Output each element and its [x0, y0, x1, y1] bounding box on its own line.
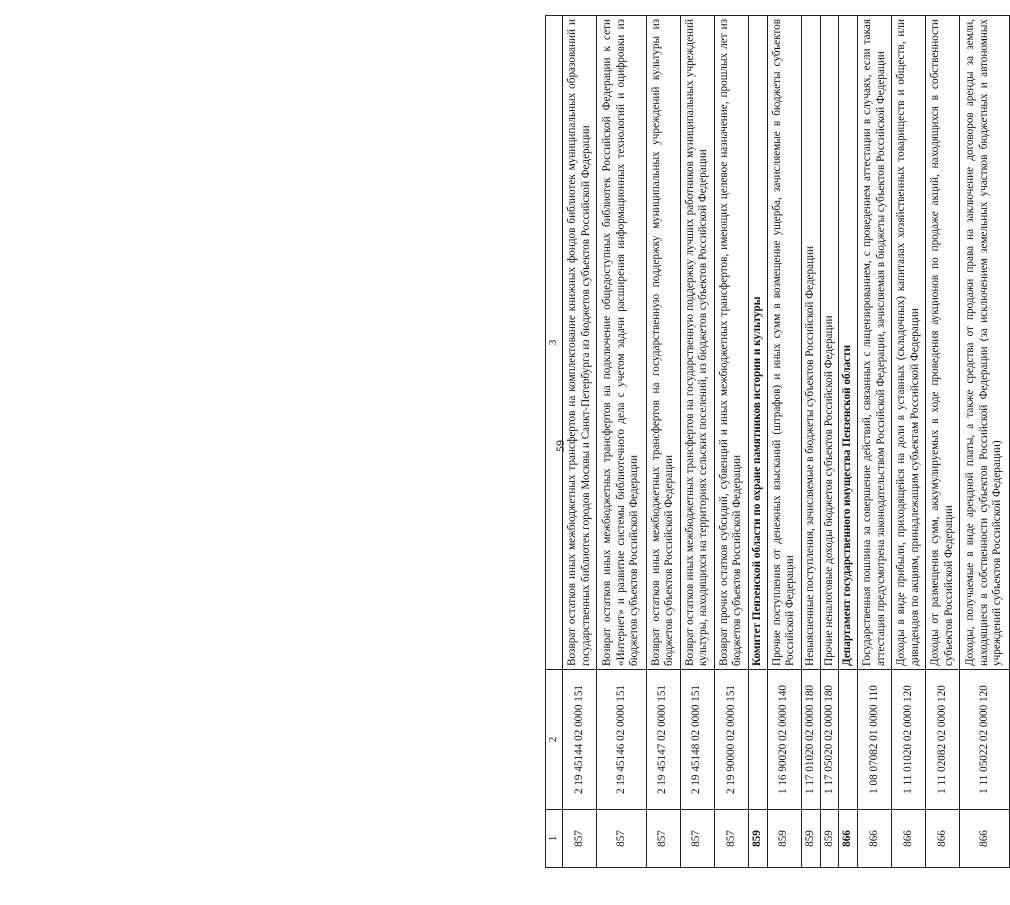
cell-revenue-code: 1 17 01020 02 0000 180	[801, 670, 820, 810]
cell-description: Возврат остатков иных межбюджетных трансфертов на государственную поддержку муниципальных учреждений культуры из бюджетов субъектов Российской Федерации	[646, 16, 680, 670]
cell-revenue-code: 2 19 90000 02 0000 151	[714, 670, 748, 810]
cell-admin-code: 859	[801, 810, 820, 868]
table-row	[714, 16, 748, 868]
cell-description: Возврат прочих остатков субсидий, субвенций и иных межбюджетных трансфертов, имеющих целевое назначение, прошлых лет из бюджетов субъектов Российской Федерации	[714, 16, 748, 670]
cell-admin-code: 857	[680, 810, 714, 868]
table-row	[748, 16, 767, 868]
cell-revenue-code: 2 19 45144 02 0000 151	[563, 670, 597, 810]
cell-description: Департамент государственного имущества Пензенской области	[839, 16, 858, 670]
table-row	[801, 16, 820, 868]
cell-description: Прочие поступления от денежных взысканий (штрафов) и иных сумм в возмещение ущерба, зачисляемые в бюджеты субъектов Российской Федерации	[767, 16, 801, 670]
cell-admin-code: 866	[926, 810, 960, 868]
header-col-3: 3	[546, 16, 563, 670]
cell-revenue-code: 2 19 45147 02 0000 151	[646, 670, 680, 810]
rotated-table-wrapper	[545, 16, 1010, 868]
cell-admin-code: 866	[892, 810, 926, 868]
table-row	[597, 16, 646, 868]
table-row	[960, 16, 1010, 868]
cell-description: Государственная пошлина за совершение действий, связанных с лицензированием, с проведением аттестации в случаях, если такая аттестация предусмотрена законодательством Российской Федерации, зачисляемая в бюджеты субъектов Российской Федерации	[858, 16, 892, 670]
table-row	[926, 16, 960, 868]
cell-revenue-code: 1 11 05022 02 0000 120	[960, 670, 1010, 810]
cell-admin-code: 859	[748, 810, 767, 868]
table-row	[858, 16, 892, 868]
cell-revenue-code	[748, 670, 767, 810]
table-body	[563, 16, 1010, 868]
revenue-codes-table	[545, 15, 1010, 868]
header-col-1: 1	[546, 810, 563, 868]
cell-revenue-code: 2 19 45146 02 0000 151	[597, 670, 646, 810]
cell-admin-code: 857	[714, 810, 748, 868]
cell-description: Возврат остатков иных межбюджетных трансфертов на государственную поддержку лучших работников муниципальных учреждений культуры, находящихся на территориях сельских поселений, из бюджетов субъектов Российской Федерации	[680, 16, 714, 670]
table-row	[767, 16, 801, 868]
table-row	[839, 16, 858, 868]
cell-description: Возврат остатков иных межбюджетных трансфертов на комплектование книжных фондов библиотек муниципальных образований и государственных библиотек городов Москвы и Санкт-Петербурга из бюджетов субъектов Российской Федерации	[563, 16, 597, 670]
cell-description: Доходы в виде прибыли, приходящейся на доли в уставных (складочных) капиталах хозяйственных товариществ и обществ, или дивидендов по акциям, принадлежащим субъектам Российской Федерации	[892, 16, 926, 670]
cell-admin-code: 866	[960, 810, 1010, 868]
table-row	[646, 16, 680, 868]
table-row	[680, 16, 714, 868]
cell-description: Возврат остатков иных межбюджетных трансфертов на подключение общедоступных библиотек Российской Федерации к сети «Интернет» и развитие системы библиотечного дела с учетом задачи расширения информационных технологий и оцифровки из бюджетов субъектов Российской Федерации	[597, 16, 646, 670]
cell-revenue-code: 1 17 05020 02 0000 180	[820, 670, 839, 810]
page-number: 59	[553, 440, 567, 452]
cell-revenue-code: 2 19 45148 02 0000 151	[680, 670, 714, 810]
cell-admin-code: 857	[597, 810, 646, 868]
table-header-row	[546, 16, 563, 868]
cell-admin-code: 857	[646, 810, 680, 868]
cell-description: Прочие неналоговые доходы бюджетов субъектов Российской Федерации	[820, 16, 839, 670]
cell-admin-code: 857	[563, 810, 597, 868]
cell-revenue-code	[839, 670, 858, 810]
cell-description: Доходы, получаемые в виде арендной платы, а также средства от продажи права на заключение договоров аренды за земли, находящиеся в собственности субъектов Российской Федерации (за исключением земельных участков бюджетных и автономных учреждений субъектов Российской Федерации)	[960, 16, 1010, 670]
cell-admin-code: 859	[767, 810, 801, 868]
cell-revenue-code: 1 16 90020 02 0000 140	[767, 670, 801, 810]
cell-admin-code: 866	[839, 810, 858, 868]
cell-revenue-code: 1 11 01020 02 0000 120	[892, 670, 926, 810]
cell-description: Доходы от размещения сумм, аккумулируемых в ходе проведения аукционов по продаже акций, находящихся в собственности субъектов Российской Федерации	[926, 16, 960, 670]
cell-revenue-code: 1 11 02082 02 0000 120	[926, 670, 960, 810]
table-row	[892, 16, 926, 868]
cell-admin-code: 859	[820, 810, 839, 868]
table-row	[563, 16, 597, 868]
table-row	[820, 16, 839, 868]
cell-revenue-code: 1 08 07082 01 0000 110	[858, 670, 892, 810]
cell-admin-code: 866	[858, 810, 892, 868]
cell-description: Комитет Пензенской области по охране памятников истории и культуры	[748, 16, 767, 670]
cell-description: Невыясненные поступления, зачисляемые в бюджеты субъектов Российской Федерации	[801, 16, 820, 670]
header-col-2: 2	[546, 670, 563, 810]
